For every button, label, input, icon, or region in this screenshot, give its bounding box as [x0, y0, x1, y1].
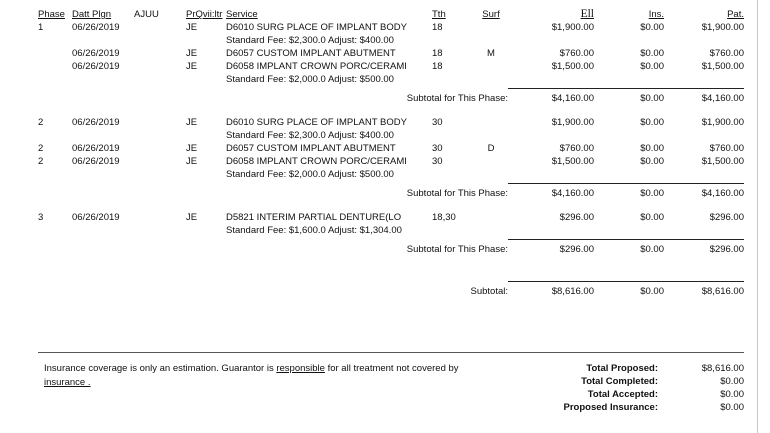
cell-surface [474, 155, 508, 168]
cell-standard-fee-note: Standard Fee: $2,300.0 Adjust: $400.00 [226, 130, 394, 141]
cell-service: D6058 IMPLANT CROWN PORC/CERAMI [226, 156, 407, 167]
cell-patient: $296.00 [709, 212, 744, 223]
grand-subtotal-patient: $8,616.00 [701, 286, 744, 297]
total-row-proposed-insurance [484, 401, 744, 414]
cell-provider-group [134, 211, 186, 224]
cell-standard-fee-note: Standard Fee: $2,000.0 Adjust: $500.00 [226, 169, 394, 180]
cell-provider-group [134, 47, 186, 60]
cell-service: D6057 CUSTOM IMPLANT ABUTMENT [226, 48, 396, 59]
cell-surface [474, 211, 508, 224]
table-row-note [38, 73, 744, 86]
footer-divider [38, 352, 744, 353]
table-row [38, 142, 744, 155]
cell-provider-group [134, 155, 186, 168]
cell-fee: $1,500.00 [551, 156, 594, 167]
proposed-insurance-label: Proposed Insurance: [563, 402, 658, 413]
cell-tooth: 30 [432, 156, 443, 167]
cell-fee: $760.00 [559, 48, 594, 59]
cell-date: 06/26/2019 [72, 61, 120, 72]
cell-insurance: $0.00 [640, 143, 664, 154]
cell-provider: JE [186, 212, 198, 223]
grand-subtotal-insurance: $0.00 [640, 286, 664, 297]
grand-subtotal-rule [38, 278, 744, 285]
cell-standard-fee-note: Standard Fee: $1,600.0 Adjust: $1,304.00 [226, 225, 402, 236]
cell-patient: $1,900.00 [701, 22, 744, 33]
cell-patient: $1,900.00 [701, 117, 744, 128]
table-row-note [38, 224, 744, 237]
cell-fee: $760.00 [559, 143, 594, 154]
cell-fee: $1,900.00 [551, 117, 594, 128]
disclaimer-text-part-1: Insurance coverage is only an estimation. Guarantor is [44, 363, 277, 374]
cell-tooth: 30 [432, 143, 443, 154]
total-accepted-label: Total Accepted: [587, 389, 658, 400]
column-header-provider-group: AJUU [134, 9, 159, 20]
subtotal-fee: $4,160.00 [551, 188, 594, 199]
cell-fee: $296.00 [559, 212, 594, 223]
cell-patient: $760.00 [709, 48, 744, 59]
subtotal-label: Subtotal for This Phase: [406, 93, 508, 104]
total-completed-label: Total Completed: [581, 376, 658, 387]
grand-subtotal-fee: $8,616.00 [551, 286, 594, 297]
column-header-tooth: Tth [432, 9, 446, 20]
table-row [38, 155, 744, 168]
subtotal-row-phase-2 [38, 187, 744, 200]
column-header-phase: Phase [38, 9, 65, 20]
subtotal-patient: $4,160.00 [701, 93, 744, 104]
cell-fee: $1,900.00 [551, 22, 594, 33]
subtotal-label: Subtotal for This Phase: [406, 188, 508, 199]
cell-surface [474, 60, 508, 73]
column-header-surface: Surf [482, 9, 500, 20]
cell-insurance: $0.00 [640, 212, 664, 223]
cell-insurance: $0.00 [640, 61, 664, 72]
column-header-date: Datt Plgn [72, 9, 112, 20]
table-row [38, 47, 744, 60]
cell-phase: 2 [38, 117, 44, 128]
cell-standard-fee-note: Standard Fee: $2,000.0 Adjust: $500.00 [226, 74, 394, 85]
cell-tooth: 18,30 [432, 212, 456, 223]
grand-subtotal-row [38, 285, 744, 298]
disclaimer-text-part-2: for all treatment not covered by [324, 363, 459, 374]
cell-surface [474, 21, 508, 34]
cell-standard-fee-note: Standard Fee: $2,300.0 Adjust: $400.00 [226, 35, 394, 46]
cell-service: D6010 SURG PLACE OF IMPLANT BODY [226, 22, 407, 33]
table-header-row [38, 8, 744, 21]
subtotal-insurance: $0.00 [640, 244, 664, 255]
table-row [38, 116, 744, 129]
cell-date: 06/26/2019 [72, 48, 120, 59]
cell-surface: D [487, 143, 495, 154]
treatment-plan-table [38, 8, 744, 298]
cell-tooth: 30 [432, 117, 443, 128]
column-header-provider: PrQvii:ltr [186, 9, 223, 20]
subtotal-label: Subtotal for This Phase: [406, 244, 508, 255]
column-header-service: Service [226, 9, 258, 20]
cell-fee: $1,500.00 [551, 61, 594, 72]
subtotal-fee: $296.00 [559, 244, 594, 255]
cell-service: D6058 IMPLANT CROWN PORC/CERAMI [226, 61, 407, 72]
cell-provider: JE [186, 22, 198, 33]
cell-tooth: 18 [432, 61, 443, 72]
cell-insurance: $0.00 [640, 156, 664, 167]
cell-service: D6010 SURG PLACE OF IMPLANT BODY [226, 117, 407, 128]
insurance-disclaimer [44, 362, 504, 390]
column-header-patient: Pat. [727, 9, 744, 20]
column-header-fee: Ell [580, 8, 594, 20]
cell-date: 06/26/2019 [72, 117, 120, 128]
cell-phase: 3 [38, 212, 44, 223]
cell-tooth: 18 [432, 22, 443, 33]
subtotal-row-phase-1 [38, 92, 744, 105]
disclaimer-text-underlined: responsible [276, 363, 325, 374]
subtotal-patient: $296.00 [709, 244, 744, 255]
column-header-insurance: Ins. [648, 9, 664, 20]
cell-insurance: $0.00 [640, 117, 664, 128]
table-row [38, 60, 744, 73]
total-proposed-label: Total Proposed: [586, 363, 658, 374]
totals-summary [484, 362, 744, 414]
cell-phase: 2 [38, 143, 44, 154]
total-row-completed [484, 375, 744, 388]
subtotal-insurance: $0.00 [640, 188, 664, 199]
subtotal-patient: $4,160.00 [701, 188, 744, 199]
grand-subtotal-label: Subtotal: [470, 286, 508, 297]
cell-insurance: $0.00 [640, 48, 664, 59]
total-proposed-value: $8,616.00 [701, 363, 744, 374]
cell-provider: JE [186, 61, 198, 72]
table-row [38, 21, 744, 34]
cell-phase [38, 60, 72, 73]
cell-provider-group [134, 21, 186, 34]
proposed-insurance-value: $0.00 [720, 402, 744, 413]
cell-provider-group [134, 60, 186, 73]
total-row-accepted [484, 388, 744, 401]
cell-surface [474, 116, 508, 129]
cell-patient: $1,500.00 [701, 61, 744, 72]
cell-phase: 2 [38, 156, 44, 167]
cell-provider-group [134, 142, 186, 155]
table-row-note [38, 34, 744, 47]
subtotal-insurance: $0.00 [640, 93, 664, 104]
cell-date: 06/26/2019 [72, 156, 120, 167]
cell-surface: M [487, 48, 495, 59]
cell-phase [38, 47, 72, 60]
cell-provider: JE [186, 156, 198, 167]
table-row-note [38, 168, 744, 181]
cell-insurance: $0.00 [640, 22, 664, 33]
table-row [38, 211, 744, 224]
subtotal-fee: $4,160.00 [551, 93, 594, 104]
cell-provider-group [134, 116, 186, 129]
cell-date: 06/26/2019 [72, 143, 120, 154]
total-accepted-value: $0.00 [720, 389, 744, 400]
cell-date: 06/26/2019 [72, 22, 120, 33]
page-margin-strip [758, 0, 770, 433]
cell-provider: JE [186, 48, 198, 59]
cell-phase: 1 [38, 22, 44, 33]
cell-patient: $1,500.00 [701, 156, 744, 167]
cell-patient: $760.00 [709, 143, 744, 154]
disclaimer-text-line-2: insurance . [44, 377, 91, 388]
cell-tooth: 18 [432, 48, 443, 59]
cell-provider: JE [186, 143, 198, 154]
cell-date: 06/26/2019 [72, 212, 120, 223]
cell-service: D5821 INTERIM PARTIAL DENTURE(LO [226, 212, 402, 223]
cell-service: D6057 CUSTOM IMPLANT ABUTMENT [226, 143, 396, 154]
total-completed-value: $0.00 [720, 376, 744, 387]
total-row-proposed [484, 362, 744, 375]
table-row-note [38, 129, 744, 142]
subtotal-row-phase-3 [38, 243, 744, 256]
cell-provider: JE [186, 117, 198, 128]
